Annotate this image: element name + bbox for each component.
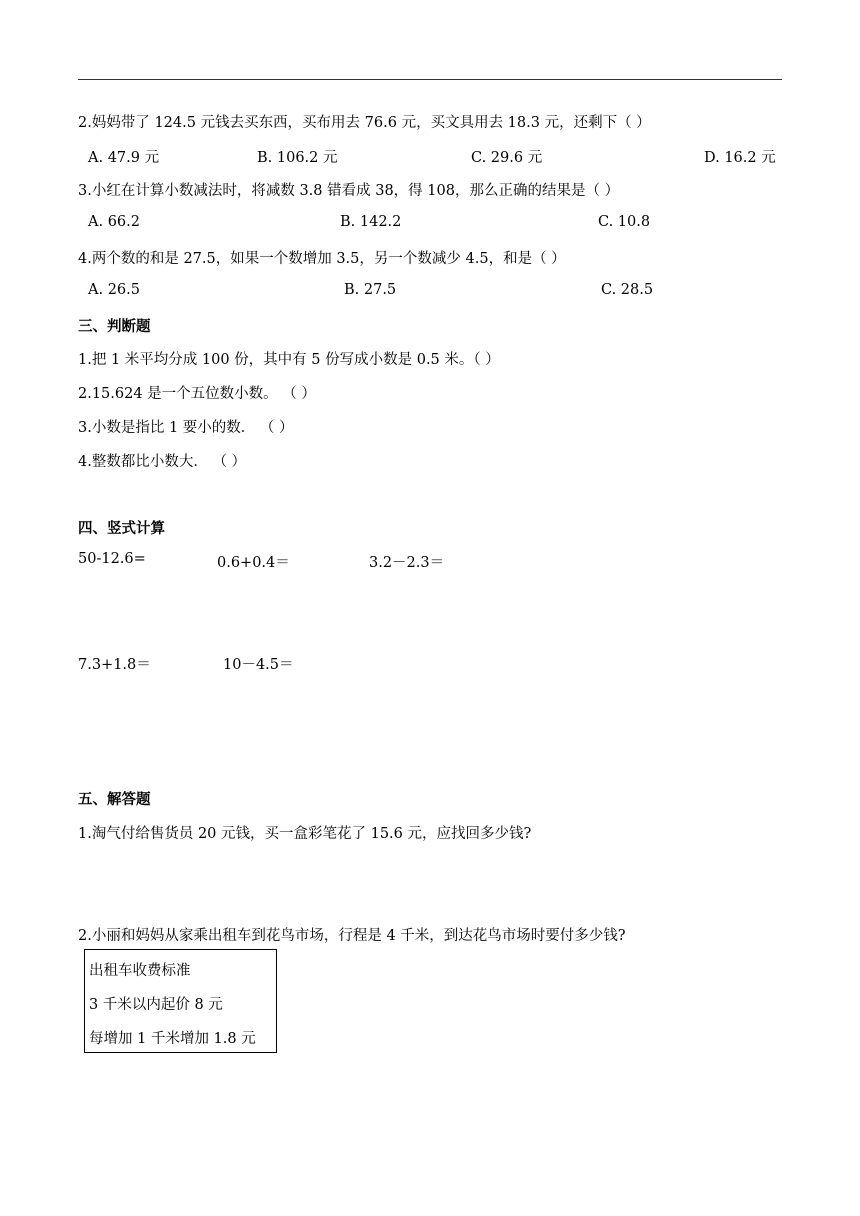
- calc-1: 50-12.6=: [78, 551, 146, 567]
- answer-q1: 1.淘气付给售货员 20 元钱，买一盒彩笔花了 15.6 元，应找回多少钱?: [78, 826, 532, 842]
- taxi-fare-title: 出租车收费标准: [89, 963, 191, 979]
- section5-title: 五、解答题: [78, 792, 151, 808]
- taxi-fare-base: 3 千米以内起价 8 元: [89, 997, 223, 1013]
- q2-option-c: C. 29.6 元: [471, 150, 543, 166]
- answer-q2: 2.小丽和妈妈从家乘出租车到花鸟市场，行程是 4 千米，到达花鸟市场时要付多少钱?: [78, 928, 626, 944]
- q2-option-d: D. 16.2 元: [704, 150, 776, 166]
- q4-option-b: B. 27.5: [344, 282, 397, 298]
- q3-option-b: B. 142.2: [340, 214, 402, 230]
- calc-2: 0.6+0.4＝: [217, 555, 290, 571]
- q3-option-c: C. 10.8: [598, 214, 651, 230]
- section3-title: 三、判断题: [78, 319, 151, 335]
- q2-stem: 2.妈妈带了 124.5 元钱去买东西，买布用去 76.6 元，买文具用去 18.3 元，还剩下（ ）: [78, 115, 651, 131]
- q4-stem: 4.两个数的和是 27.5，如果一个数增加 3.5，另一个数减少 4.5，和是（ ）: [78, 251, 566, 267]
- q3-option-a: A. 66.2: [88, 214, 140, 230]
- q2-option-a: A. 47.9 元: [88, 150, 160, 166]
- judge-item-4: 4.整数都比小数大． （ ）: [78, 454, 247, 470]
- calc-5: 10－4.5＝: [223, 657, 294, 673]
- q2-option-b: B. 106.2 元: [257, 150, 338, 166]
- q3-stem: 3.小红在计算小数减法时，将减数 3.8 错看成 38，得 108，那么正确的结果是（ ）: [78, 183, 620, 199]
- taxi-fare-extra: 每增加 1 千米增加 1.8 元: [89, 1031, 256, 1047]
- section4-title: 四、竖式计算: [78, 521, 165, 537]
- judge-item-3: 3.小数是指比 1 要小的数． （ ）: [78, 420, 294, 436]
- q4-option-a: A. 26.5: [88, 282, 140, 298]
- q4-option-c: C. 28.5: [601, 282, 654, 298]
- judge-item-2: 2.15.624 是一个五位数小数。 （ ）: [78, 386, 316, 402]
- header-rule: [78, 79, 782, 80]
- calc-3: 3.2－2.3＝: [369, 555, 445, 571]
- calc-4: 7.3+1.8＝: [78, 657, 151, 673]
- taxi-fare-box: [84, 949, 277, 1053]
- judge-item-1: 1.把 1 米平均分成 100 份，其中有 5 份写成小数是 0.5 米。（ ）: [78, 352, 500, 368]
